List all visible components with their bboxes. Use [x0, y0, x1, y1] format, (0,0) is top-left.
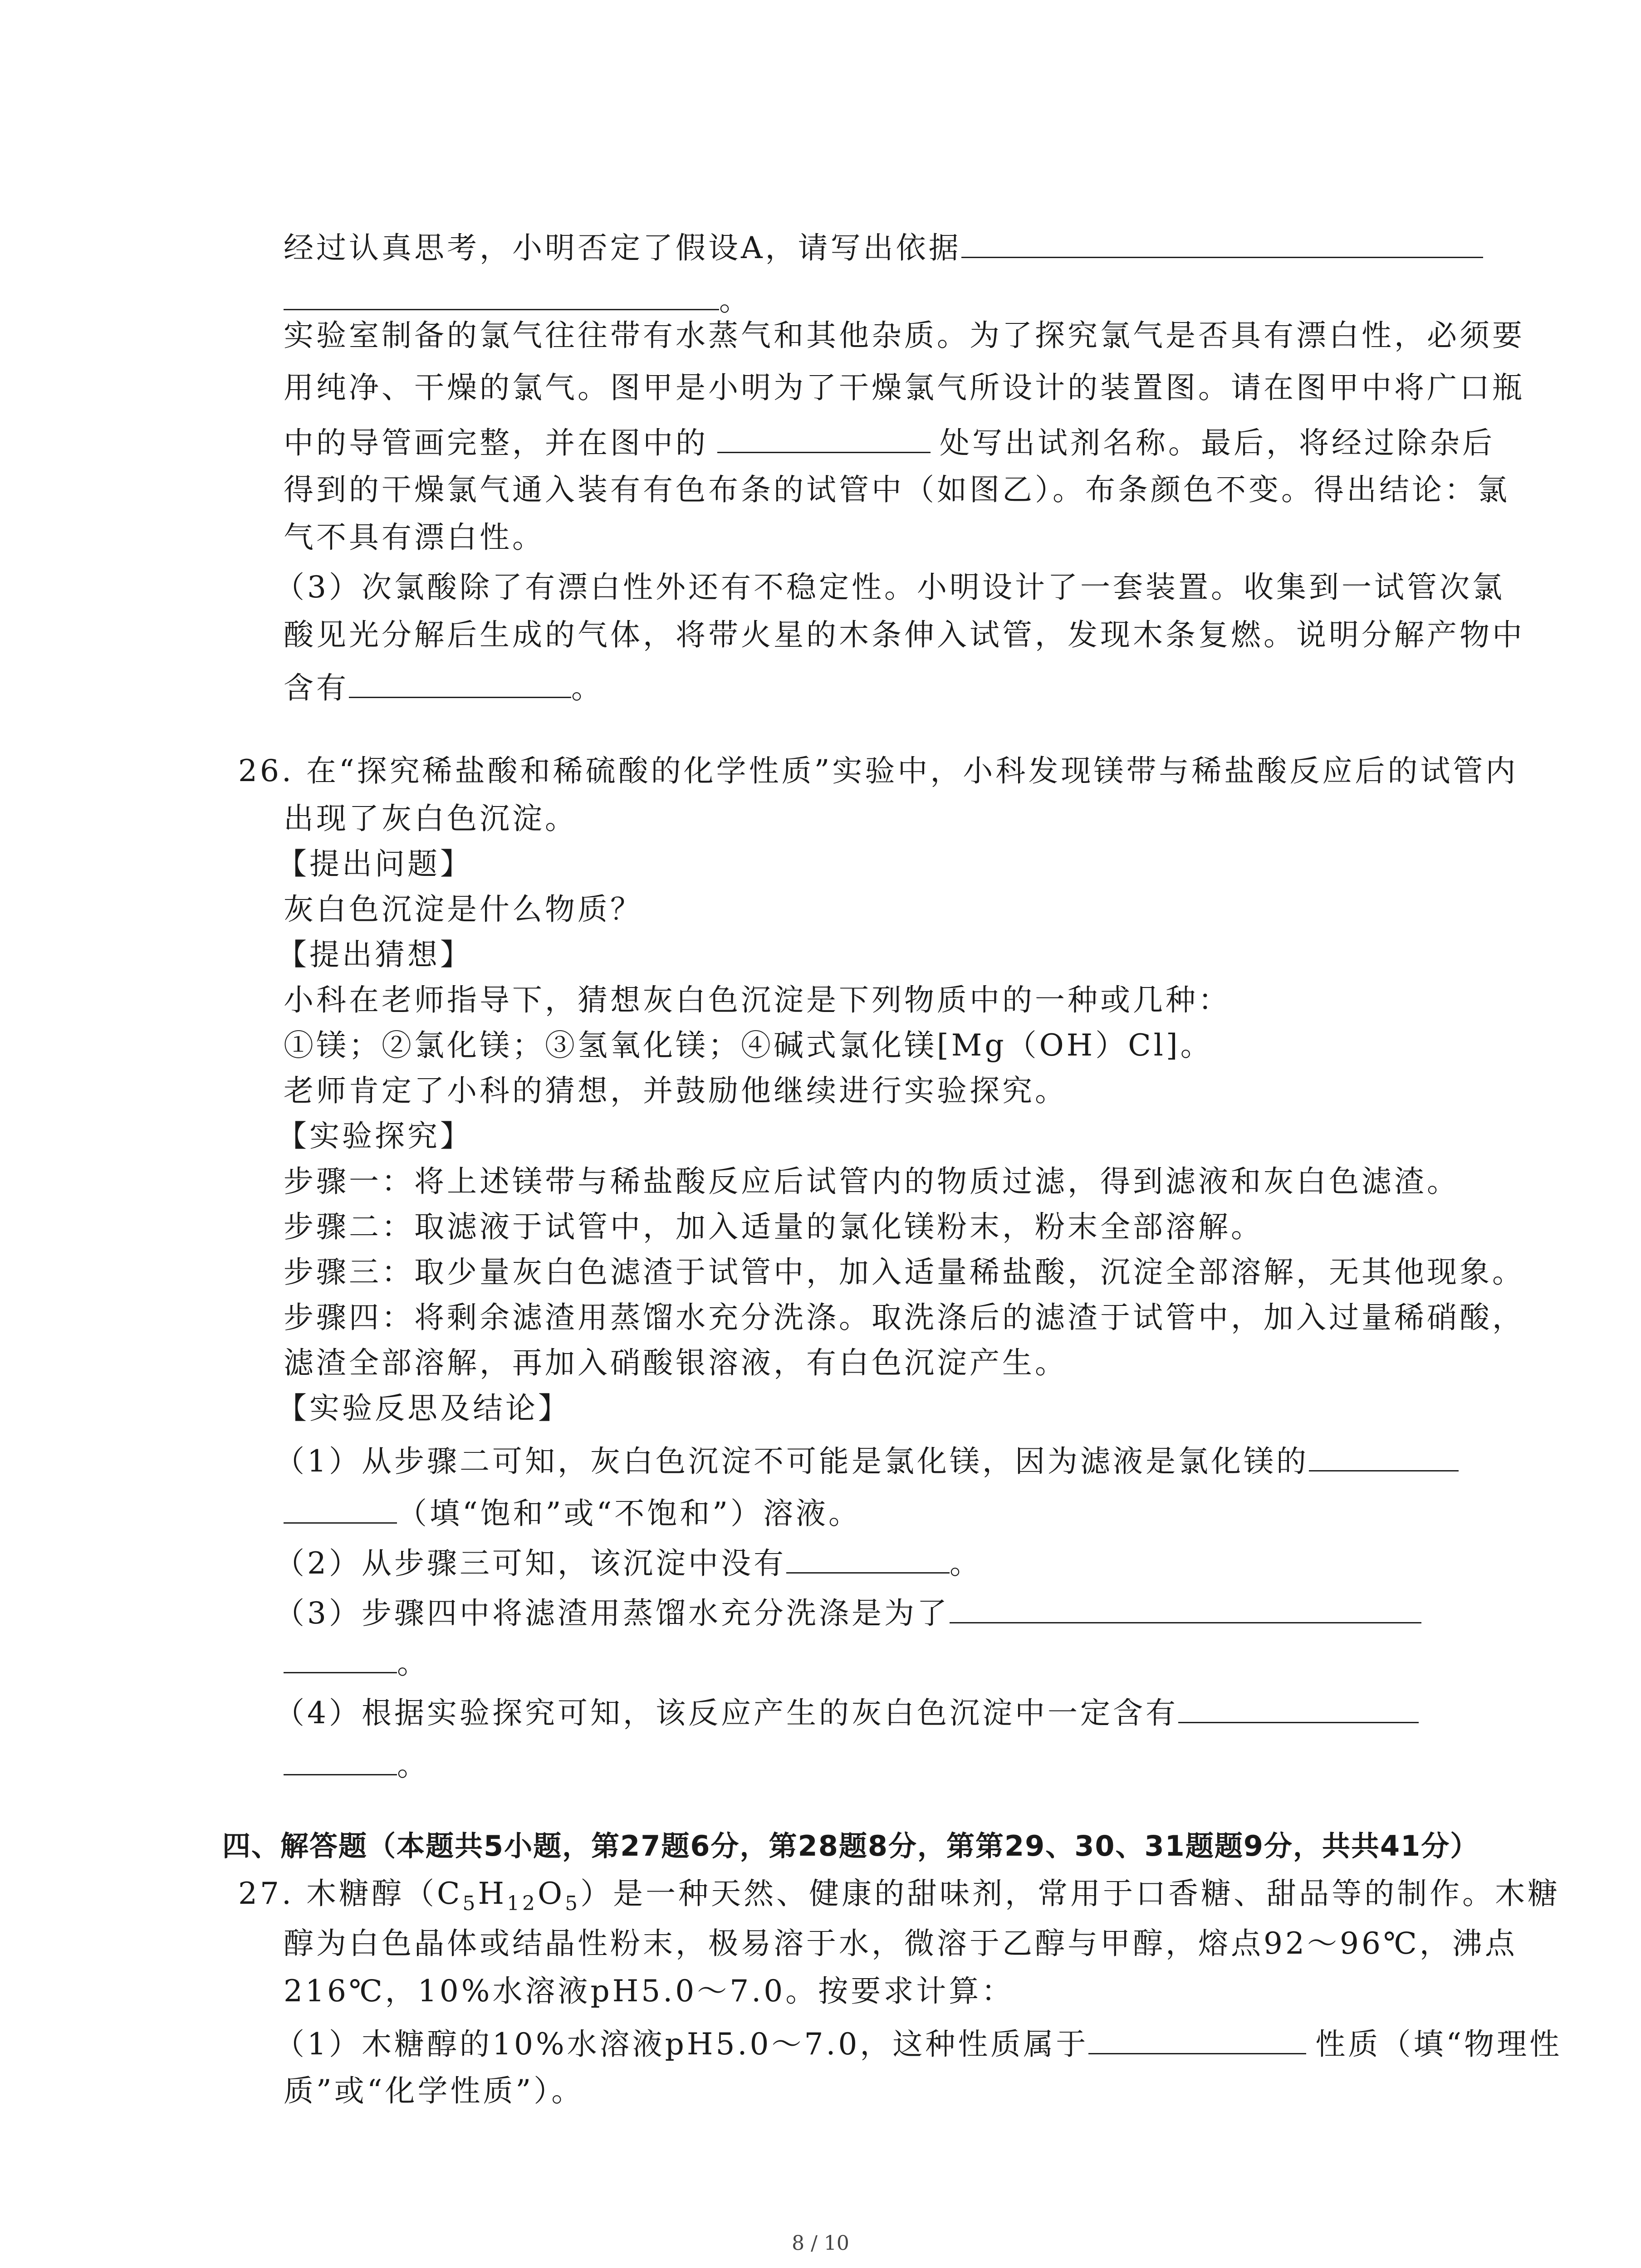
q26-reflect-3b-text: 。	[397, 1646, 430, 1681]
q25-text-5b: 处写出试剂名称。最后，将经过除杂后	[940, 425, 1495, 460]
q26-heading-experiment: 【实验探究】	[277, 1119, 473, 1154]
q27-text-4b: 性质（填“物理性	[1315, 2027, 1563, 2062]
q27-line-5: 质”或“化学性质”）。	[284, 2073, 584, 2108]
q26-reflect-2	[274, 1542, 982, 1582]
q27-sub-3: 5	[565, 1892, 581, 1916]
q26-reflect-1b	[284, 1492, 861, 1532]
q26-step-4: 步骤四：将剩余滤渣用蒸馏水充分洗涤。取洗涤后的滤渣于试管中，加入过量稀硝酸，	[284, 1300, 1525, 1335]
q25-text-2: 。	[719, 283, 752, 318]
q25-line-1	[284, 227, 1483, 266]
q26-reflect-3b	[284, 1642, 430, 1681]
q26-para-2: 小科在老师指导下，猜想灰白色沉淀是下列物质中的一种或几种：	[284, 982, 1231, 1017]
q26-reflect-1b-text: （填“饱和”或“不饱和”）溶液。	[397, 1496, 861, 1531]
q25-line-10	[284, 667, 604, 706]
q25-text-10a: 含有	[284, 670, 349, 705]
q26-heading-conclusion: 【实验反思及结论】	[277, 1391, 571, 1426]
q26-reflect-2-end: 。	[950, 1546, 982, 1581]
page-number: 8 / 10	[792, 2232, 849, 2255]
q25-line-5	[284, 422, 1495, 461]
q25-line-2	[284, 279, 752, 318]
q27-line-4	[274, 2023, 1562, 2063]
q26-step-5: 滤渣全部溶解，再加入硝酸银溶液，有白色沉淀产生。	[284, 1345, 1068, 1380]
q26-step-3: 步骤三：取少量灰白色滤渣于试管中，加入适量稀盐酸，沉淀全部溶解，无其他现象。	[284, 1255, 1525, 1290]
q26-para-1: 灰白色沉淀是什么物质？	[284, 892, 643, 927]
answer-blank[interactable]	[786, 1542, 950, 1574]
answer-blank[interactable]	[961, 227, 1483, 258]
answer-blank[interactable]	[349, 667, 571, 698]
answer-blank[interactable]	[284, 1492, 397, 1524]
q26-reflect-4-text: （4）根据实验探究可知，该反应产生的灰白色沉淀中一定含有	[274, 1696, 1178, 1730]
q25-line-6: 得到的干燥氯气通入装有有色布条的试管中（如图乙）。布条颜色不变。得出结论：氯	[284, 472, 1510, 507]
section-4-heading: 四、解答题（本题共5小题，第27题6分，第28题8分，第第29、30、31题题9分，共共41分）	[222, 1829, 1479, 1862]
q25-line-3: 实验室制备的氯气往往带有水蒸气和其他杂质。为了探究氯气是否具有漂白性，必须要	[284, 318, 1525, 353]
q27-text-1a: 27. 木糖醇（C	[238, 1876, 463, 1911]
q27-text-1b: ）是一种天然、健康的甜味剂，常用于口香糖、甜品等的制作。木糖	[580, 1876, 1561, 1911]
answer-blank[interactable]	[717, 422, 931, 453]
q26-heading-guess: 【提出猜想】	[277, 937, 473, 972]
q25-line-7: 气不具有漂白性。	[284, 520, 545, 555]
q26-line-1: 26. 在“探究稀盐酸和稀硫酸的化学性质”实验中，小科发现镁带与稀盐酸反应后的试管内	[238, 753, 1519, 788]
q26-reflect-4b-text: 。	[397, 1748, 430, 1783]
q25-text-10b: 。	[571, 670, 604, 705]
q27-line-1	[238, 1876, 1560, 1922]
answer-blank[interactable]	[950, 1592, 1421, 1623]
answer-blank[interactable]	[1178, 1692, 1419, 1723]
q26-step-1: 步骤一：将上述镁带与稀盐酸反应后试管内的物质过滤，得到滤液和灰白色滤渣。	[284, 1164, 1460, 1199]
q26-reflect-1-text: （1）从步骤二可知，灰白色沉淀不可能是氯化镁，因为滤液是氯化镁的	[274, 1444, 1309, 1479]
q27-line-3: 216℃，10%水溶液pH5.0～7.0。按要求计算：	[284, 1974, 1014, 2009]
answer-blank[interactable]	[1088, 2023, 1306, 2054]
q26-reflect-3	[274, 1592, 1421, 1632]
q26-reflect-3-text: （3）步骤四中将滤渣用蒸馏水充分洗涤是为了	[274, 1596, 950, 1631]
q26-reflect-2-text: （2）从步骤三可知，该沉淀中没有	[274, 1546, 786, 1581]
q26-reflect-4	[274, 1692, 1419, 1731]
q26-reflect-4b	[284, 1744, 430, 1784]
answer-blank[interactable]	[1309, 1440, 1459, 1471]
answer-blank[interactable]	[284, 1642, 397, 1673]
q26-para-4: 老师肯定了小科的猜想，并鼓励他继续进行实验探究。	[284, 1073, 1068, 1108]
q26-heading-question: 【提出问题】	[277, 846, 473, 881]
q26-line-2: 出现了灰白色沉淀。	[284, 801, 578, 836]
q25-line-9: 酸见光分解后生成的气体，将带火星的木条伸入试管，发现木条复燃。说明分解产物中	[284, 617, 1525, 652]
q27-text-4a: （1）木糖醇的10%水溶液pH5.0～7.0，这种性质属于	[274, 2027, 1089, 2062]
q25-line-4: 用纯净、干燥的氯气。图甲是小明为了干燥氯气所设计的装置图。请在图甲中将广口瓶	[284, 370, 1525, 405]
q26-para-3: ①镁；②氯化镁；③氢氧化镁；④碱式氯化镁[Mg（OH）Cl]。	[284, 1028, 1213, 1063]
answer-blank[interactable]	[284, 1744, 397, 1775]
q27-text-h: H	[478, 1876, 507, 1911]
q27-sub-1: 5	[462, 1892, 478, 1916]
q26-reflect-1	[274, 1440, 1459, 1480]
q27-text-o: O	[538, 1876, 565, 1911]
q27-sub-2: 12	[507, 1892, 538, 1916]
answer-blank[interactable]	[284, 279, 719, 310]
q25-text-5a: 中的导管画完整，并在图中的	[284, 425, 708, 460]
q27-line-2: 醇为白色晶体或结晶性粉末，极易溶于水，微溶于乙醇与甲醇，熔点92～96℃，沸点	[284, 1926, 1518, 1961]
q25-line-8: （3）次氯酸除了有漂白性外还有不稳定性。小明设计了一套装置。收集到一试管次氯	[274, 570, 1505, 605]
q26-step-2: 步骤二：取滤液于试管中，加入适量的氯化镁粉末，粉末全部溶解。	[284, 1209, 1264, 1244]
q25-text-1: 经过认真思考，小明否定了假设A，请写出依据	[284, 230, 961, 265]
